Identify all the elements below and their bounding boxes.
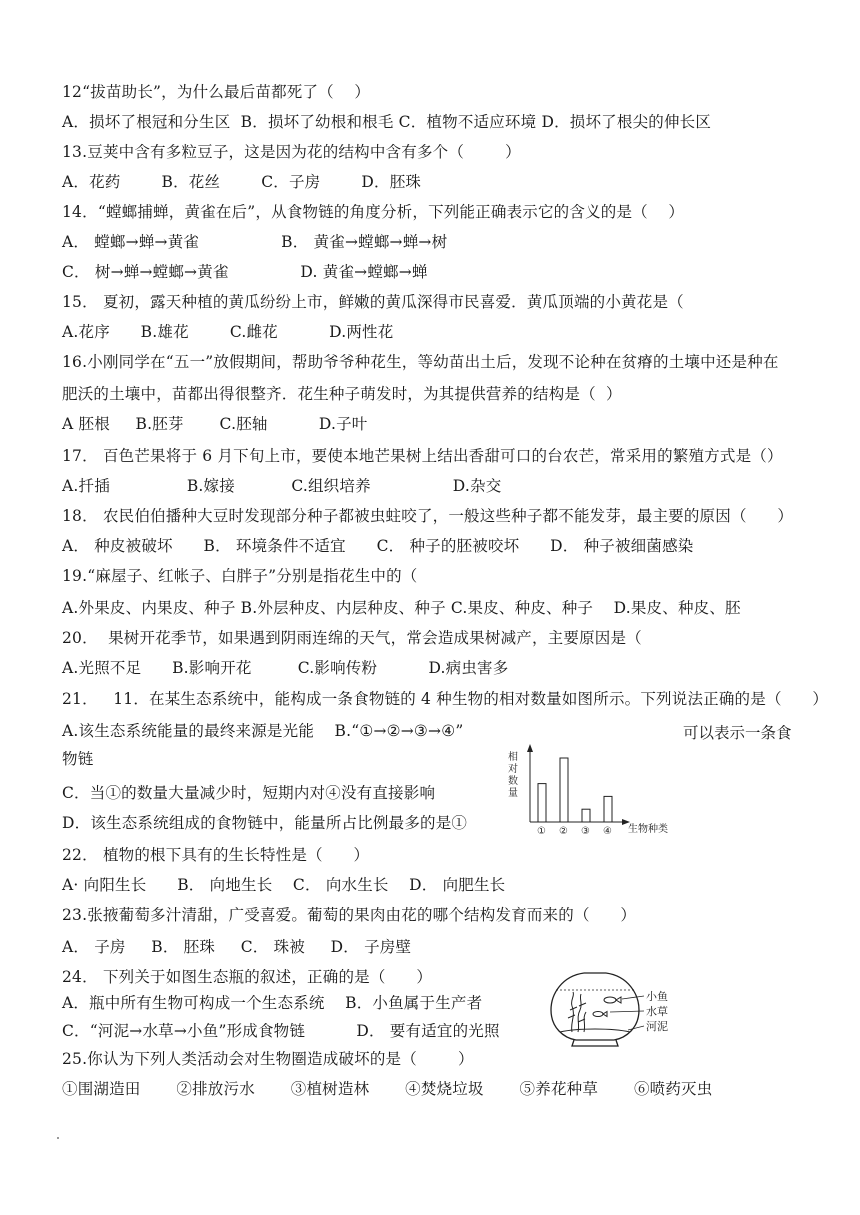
text-line: A． 种皮被破坏 B． 环境条件不适宜 C． 种子的胚被咬坏 D． 种子被细菌感染	[62, 537, 694, 555]
label-fish: 小鱼	[646, 990, 668, 1003]
text-line: A．花药 B．花丝 C．子房 D．胚珠	[62, 173, 422, 191]
text-line: 14．“螳螂捕蝉，黄雀在后”，从食物链的角度分析，下列能正确表示它的含义的是（ ）	[62, 203, 685, 221]
label-water-plant: 水草	[646, 1005, 668, 1018]
text-line: 16.小刚同学在“五一”放假期间，帮助爷爷种花生，等幼苗出土后，发现不论种在贫瘠的土壤中还是种在	[62, 353, 779, 371]
ecosystem-bottle-figure	[548, 966, 688, 1050]
text-line: ①围湖造田 ②排放污水 ③植树造林 ④焚烧垃圾 ⑤养花种草 ⑥喷药灭虫	[62, 1080, 713, 1098]
bar	[582, 809, 590, 822]
text-line: A.光照不足 B.影响开花 C.影响传粉 D.病虫害多	[62, 659, 509, 677]
chart-tick-labels	[537, 826, 612, 837]
text-line: 13.豆荚中含有多粒豆子，这是因为花的结构中含有多个（ ）	[62, 143, 521, 161]
text-line: C．当①的数量大量减少时，短期内对④没有直接影响	[62, 784, 436, 802]
text-line: 18． 农民伯伯播种大豆时发现部分种子都被虫蛀咬了，一般这些种子都不能发芽，最主要的原因（ ）	[62, 507, 794, 525]
text-line: A．瓶中所有生物可构成一个生态系统 B．小鱼属于生产者	[62, 994, 483, 1012]
chart-bars	[538, 758, 612, 822]
text-line: 22． 植物的根下具有的生长特性是（ ）	[62, 846, 370, 864]
scan-speck	[57, 1137, 59, 1139]
chart-xlabel: 生物种类	[628, 824, 668, 835]
label-mud: 河泥	[646, 1020, 668, 1033]
bar	[560, 758, 568, 822]
tick-label: ②	[559, 826, 568, 837]
water-plant-icon	[568, 992, 586, 1032]
text-line: A 胚根 B.胚芽 C.胚轴 D.子叶	[62, 415, 368, 433]
text-line: 12“拔苗助长”，为什么最后苗都死了（ ）	[62, 83, 371, 101]
bottle-base	[572, 1040, 618, 1046]
text-line: A． 子房 B． 胚珠 C． 珠被 D． 子房壁	[62, 938, 412, 956]
text-line: 23.张掖葡萄多汁清甜，广受喜爱。葡萄的果肉由花的哪个结构发育而来的（ ）	[62, 906, 637, 924]
text-line: 25.你认为下列人类活动会对生物圈造成破坏的是（ ）	[62, 1050, 474, 1068]
tick-label: ①	[537, 826, 546, 837]
text-line: 肥沃的土壤中，苗都出得很整齐．花生种子萌发时，为其提供营养的结构是（ ）	[62, 385, 622, 403]
text-line: C．“河泥→水草→小鱼”形成食物链 D． 要有适宜的光照	[62, 1022, 500, 1040]
text-line: 17． 百色芒果将于 6 月下旬上市，要使本地芒果树上结出香甜可口的台农芒，常采用的繁殖方式是（）	[62, 447, 783, 465]
q21-option-b-continuation: 可以表示一条食	[683, 724, 792, 742]
chart-ylabel: 相对数量	[508, 752, 518, 799]
text-line: A.外果皮、内果皮、种子 B.外层种皮、内层种皮、种子 C.果皮、种皮、种子 D.果皮、种皮、胚	[62, 599, 741, 617]
text-line: 19.“麻屋子、红帐子、白胖子”分别是指花生中的（	[62, 567, 418, 585]
text-line: 20． 果树开花季节，如果遇到阴雨连绵的天气，常会造成果树减产，主要原因是（	[62, 629, 642, 647]
text-line: C． 树→蝉→螳螂→黄雀 D. 黄雀→螳螂→蝉	[62, 263, 428, 281]
text-line: 21． 11．在某生态系统中，能构成一条食物链的 4 种生物的相对数量如图所示。下列说法正确的是（ ）	[62, 690, 829, 708]
tick-label: ③	[581, 826, 590, 837]
bar	[604, 796, 612, 822]
text-line: A.扦插 B.嫁接 C.组织培养 D.杂交	[62, 477, 502, 495]
text-line: A· 向阳生长 B． 向地生长 C． 向水生长 D． 向肥生长	[62, 876, 506, 894]
text-line: A.该生态系统能量的最终来源是光能 B.“①→②→③→④”	[62, 722, 464, 740]
text-line: A.花序 B.雄花 C.雌花 D.两性花	[62, 323, 394, 341]
text-line: D．该生态系统组成的食物链中，能量所占比例最多的是①	[62, 814, 468, 832]
fish-icon	[593, 997, 621, 1017]
text-line: A． 螳螂→蝉→黄雀 B． 黄雀→螳螂→蝉→树	[62, 233, 448, 251]
text-line: A．损坏了根冠和分生区 B．损坏了幼根和根毛 C．植物不适应环境 D．损坏了根尖的伸长区	[62, 113, 712, 131]
tick-label: ④	[603, 826, 612, 837]
text-line: 24． 下列关于如图生态瓶的叙述，正确的是（ ）	[62, 968, 433, 986]
bar	[538, 784, 546, 822]
relative-quantity-bar-chart	[500, 740, 700, 840]
text-line: 15． 夏初，露天种植的黄瓜纷纷上市，鲜嫩的黄瓜深得市民喜爱．黄瓜顶端的小黄花是（	[62, 293, 684, 311]
text-line: 物链	[62, 750, 94, 768]
mud-layer	[560, 1029, 630, 1032]
bottle-outline	[551, 973, 639, 1040]
